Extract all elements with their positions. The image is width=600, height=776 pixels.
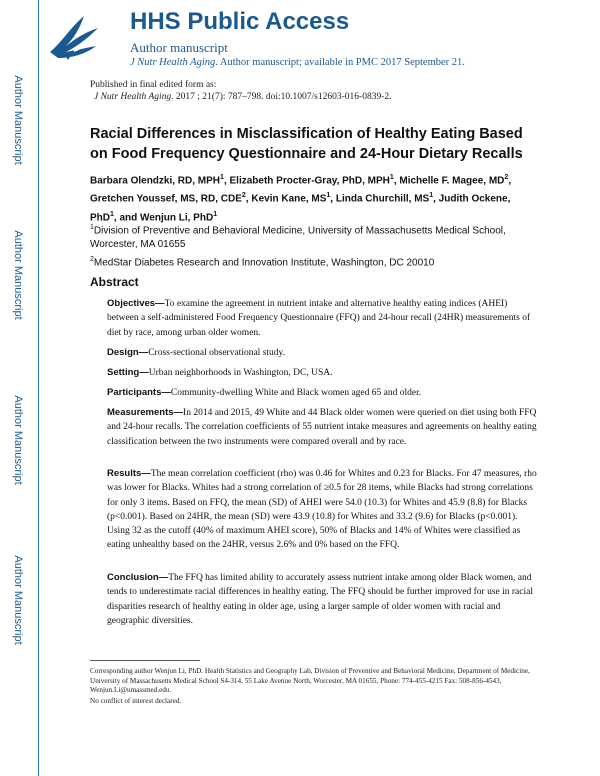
sidebar-label: Author Manuscript [12,395,24,485]
citation [90,91,392,103]
sidebar-label: Author Manuscript [12,555,24,645]
section-label: Design— [107,347,149,358]
section-label: Participants— [107,387,171,398]
author-separator: , [245,193,252,205]
paper-title: Racial Differences in Misclassification of Healthy Eating Based on Food Frequency Questionnaire and 24-Hour Dietary Recalls [90,126,523,162]
pmc-availability [130,57,465,68]
section-label: Setting— [107,367,149,378]
section-text: Cross-sectional observational study. [148,348,286,358]
section-label: Objectives— [107,298,165,309]
section-label: Results— [107,468,151,479]
author-affiliation: 1 [429,192,434,200]
author-affiliation: 1 [110,210,114,218]
abstract-objectives [107,297,537,340]
affiliation-text: MedStar Diabetes Research and Innovation Institute, Washington, DC 20010 [93,257,435,269]
section-text: Community-dwelling White and Black women aged 65 and older. [170,388,422,398]
author-manuscript-sidebar [0,0,36,776]
conflict-of-interest-note: No conflict of interest declared. [90,697,182,705]
citation-journal: J Nutr Health Aging [94,92,172,102]
author: Elizabeth Procter-Gray, PhD, MPH [229,175,390,187]
hhs-eagle-logo-icon [44,8,108,66]
published-label: Published in final edited form as: [90,80,217,90]
citation-details: . 2017 ; 21(7): 787–798. doi:10.1007/s12603-016-0839-2. [171,92,392,102]
author-list [90,170,535,225]
author-separator: , [393,175,400,187]
affiliation-2 [90,253,535,270]
hhs-public-access-title: HHS Public Access [130,8,350,35]
section-text: Urban neighborhoods in Washington, DC, USA. [148,368,333,378]
abstract-results [107,467,537,553]
abstract-heading: Abstract [90,275,139,289]
author-affiliation: 1 [389,174,394,181]
abstract-measurements [107,406,537,449]
author: Judith Ockene, PhD [90,193,511,223]
sidebar-label: Author Manuscript [12,230,24,320]
availability-text: . Author manuscript; available in PMC 2017 September 21. [215,57,465,68]
author-affiliation: 1 [213,210,218,218]
author: Wenjun Li, PhD [140,211,214,223]
author: Gretchen Youssef, MS, RD, CDE [90,193,242,205]
affiliation-number: 1 [90,224,94,231]
author-affiliation: 1 [220,174,224,181]
section-text: In 2014 and 2015, 49 White and 44 Black older women were queried on diet using both FFQ and 24-hour recalls. The correlation coefficients of 55 nutrient intake measures and agreements on healthy eating classification between the two instruments were compared overall and by race. [107,408,537,447]
sidebar-label: Author Manuscript [12,75,24,165]
author-affiliation: 1 [326,192,331,200]
author-separator: , and [113,211,141,223]
section-label: Conclusion— [107,572,169,583]
author-manuscript-label: Author manuscript [130,40,228,55]
section-text: The mean correlation coefficient (rho) was 0.46 for Whites and 0.23 for Blacks. For 47 measures, rho was lower for Blacks. Whites had a strong correlation of ≥0.5 for 28 items, while Blacks had strong correlations for only 3 items. Based on FFQ, the mean (SD) of AHEI were 54.0 (10.3) for Whites and 45.9 (8.8) for Blacks (p<0.001). Based on 24HR, the mean (SD) were 43.9 (10.8) for Whites and 33.2 (9.6) for Blacks (p<0.001). Using 32 as the cutoff (40% of maximum AHEI score), 50% of Blacks and 14% of Whites were classified as eating unhealthy based on the 24HR, versus 2.6% and 0% based on the FFQ. [107,469,537,551]
footnote-divider [90,660,200,661]
affiliation-text: Division of Preventive and Behavioral Medicine, University of Massachusetts Medical School, Worcester, MA 01655 [90,225,506,251]
author-affiliation: 2 [241,192,246,200]
section-text: The FFQ has limited ability to accurately assess nutrient intake among older Black women, and tends to underestimate racial differences in healthy eating. The FFQ should be further improved for use in racial disparities research of healthy eating in older age, using a larger sample of older women with racial and geographic diversities. [107,573,533,626]
author-affiliation: 2 [504,174,509,181]
section-text: To examine the agreement in nutrient intake and alternative healthy eating indices (AHEI) between a self-administered Food Frequency Questionnaire (FFQ) and 24-hour recall (24HR) measurements of diet by race, among urban older women. [107,299,531,338]
author-separator: , [223,175,230,187]
author-separator: , [433,193,439,205]
publication-info [90,79,392,103]
affiliation-1 [90,221,535,252]
corresponding-author-note: Corresponding author Wenjun Li, PhD. Health Statistics and Geography Lab, Division of Preventive and Behavioral Medicine, Department of Medicine, University of Massachusetts Medical School S4-314, 55 Lake Avenue North, Worcester, MA 01655, Phone: 774-455-4215 Fax: 508-856-4543, Wenjun.Li@umassmed.edu. [90,667,530,694]
abstract-design [107,346,537,360]
abstract-participants [107,386,537,400]
sidebar-divider [38,0,39,776]
author-separator: , [330,193,336,205]
author-separator: , [508,175,512,187]
author: Linda Churchill, MS [335,193,430,205]
abstract-conclusion [107,571,537,628]
journal-abbrev: J Nutr Health Aging [130,57,216,68]
author: Barbara Olendzki, RD, MPH [90,175,221,187]
author: Michelle F. Magee, MD [399,175,505,187]
affiliation-number: 2 [90,256,94,263]
abstract-setting [107,366,537,380]
author: Kevin Kane, MS [251,193,327,205]
section-label: Measurements— [107,407,184,418]
